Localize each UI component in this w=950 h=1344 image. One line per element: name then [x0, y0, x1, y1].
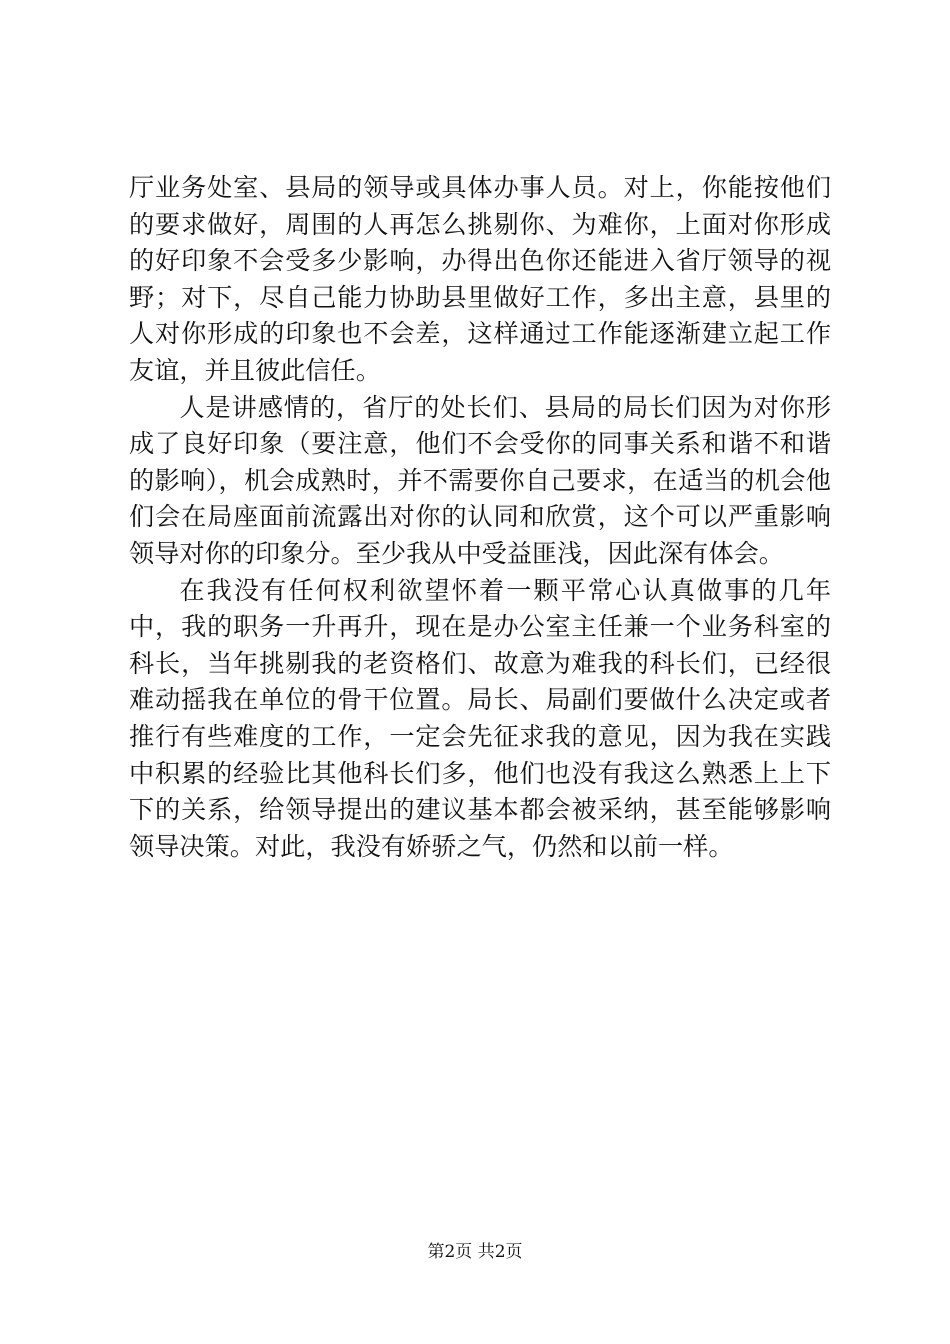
paragraph-2: 人是讲感情的，省厅的处长们、县局的局长们因为对你形成了良好印象（要注意，他们不会受你的同事关系和谐不和谐的影响），机会成熟时，并不需要你自己要求，在适当的机会他们会在局座面前流露出对你的认同和欣赏，这个可以严重影响领导对你的印象分。至少我从中受益匪浅，因此深有体会。: [129, 392, 831, 568]
paragraph-3: 在我没有任何权利欲望怀着一颗平常心认真做事的几年中，我的职务一升再升，现在是办公室主任兼一个业务科室的科长，当年挑剔我的老资格们、故意为难我的科长们，已经很难动摇我在单位的骨干位置。局长、局副们要做什么决定或者推行有些难度的工作，一定会先征求我的意见，因为我在实践中积累的经验比其他科长们多，他们也没有我这么熟悉上上下下的关系，给领导提出的建议基本都会被采纳，甚至能够影响领导决策。对此，我没有娇骄之气，仍然和以前一样。: [129, 575, 831, 861]
page-number-label: 第2页 共2页: [427, 1242, 523, 1262]
document-body: [129, 170, 831, 865]
page-footer: [0, 1240, 950, 1264]
paragraph-1: 厅业务处室、县局的领导或具体办事人员。对上，你能按他们的要求做好，周围的人再怎么挑剔你、为难你，上面对你形成的好印象不会受多少影响，办得出色你还能进入省厅领导的视野；对下，尽自己能力协助县里做好工作，多出主意，县里的人对你形成的印象也不会差，这样通过工作能逐渐建立起工作友谊，并且彼此信任。: [129, 173, 831, 385]
